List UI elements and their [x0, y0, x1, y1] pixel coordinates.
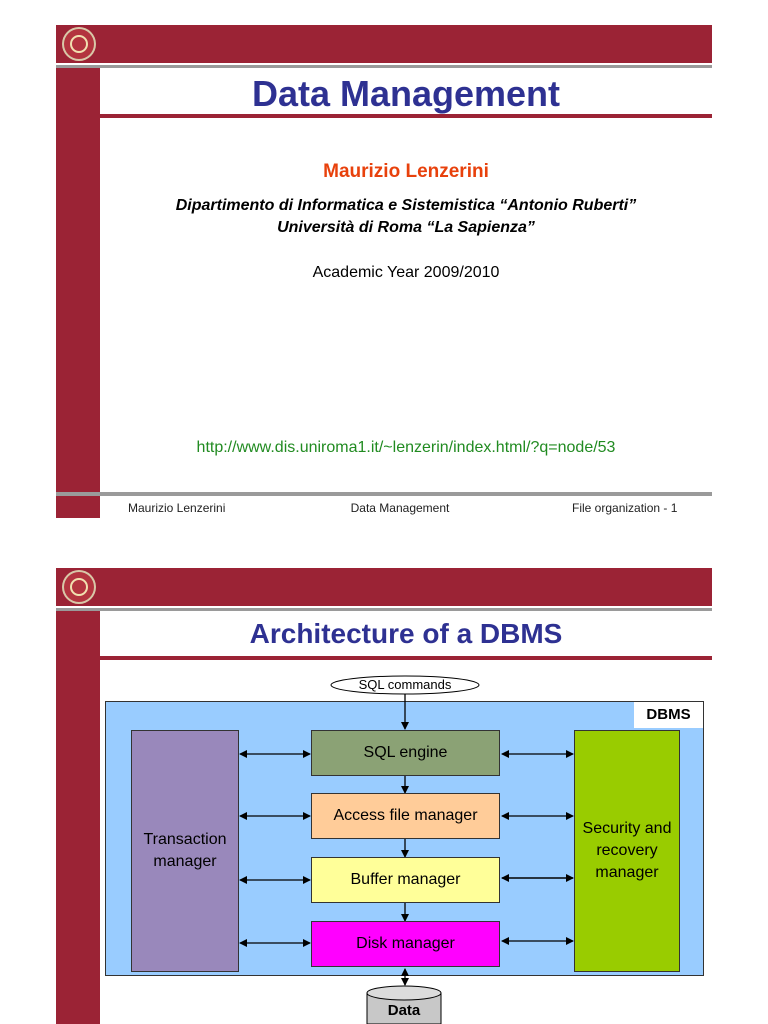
footer-course: Data Management	[350, 501, 450, 515]
disk-manager-box: Disk manager	[311, 921, 500, 967]
page-title: Data Management	[251, 73, 561, 114]
data-label: Data	[387, 1002, 421, 1019]
security-recovery-manager-box: Security and recovery manager	[574, 730, 680, 972]
dbms-label: DBMS	[634, 702, 703, 728]
slide-2-title: Architecture of a DBMS	[249, 618, 563, 649]
sql-engine-box: SQL engine	[311, 730, 500, 776]
buffer-manager-box: Buffer manager	[311, 857, 500, 903]
author: Maurizio Lenzerini	[323, 161, 489, 182]
course-url-link[interactable]: http://www.dis.uniroma1.it/~lenzerin/index.html/?q=node/53	[196, 439, 616, 456]
transaction-manager-box: Transaction manager	[131, 730, 239, 972]
sql-commands-label: SQL commands	[358, 677, 452, 692]
affiliation-line-2: Università di Roma “La Sapienza”	[277, 219, 535, 236]
access-file-manager-box: Access file manager	[311, 793, 500, 839]
affiliation-line-1: Dipartimento di Informatica e Sistemistica “Antonio Ruberti”	[175, 197, 637, 214]
academic-year: Academic Year 2009/2010	[312, 264, 500, 281]
footer-author: Maurizio Lenzerini	[128, 501, 226, 515]
footer-page: File organization - 1	[572, 501, 678, 515]
